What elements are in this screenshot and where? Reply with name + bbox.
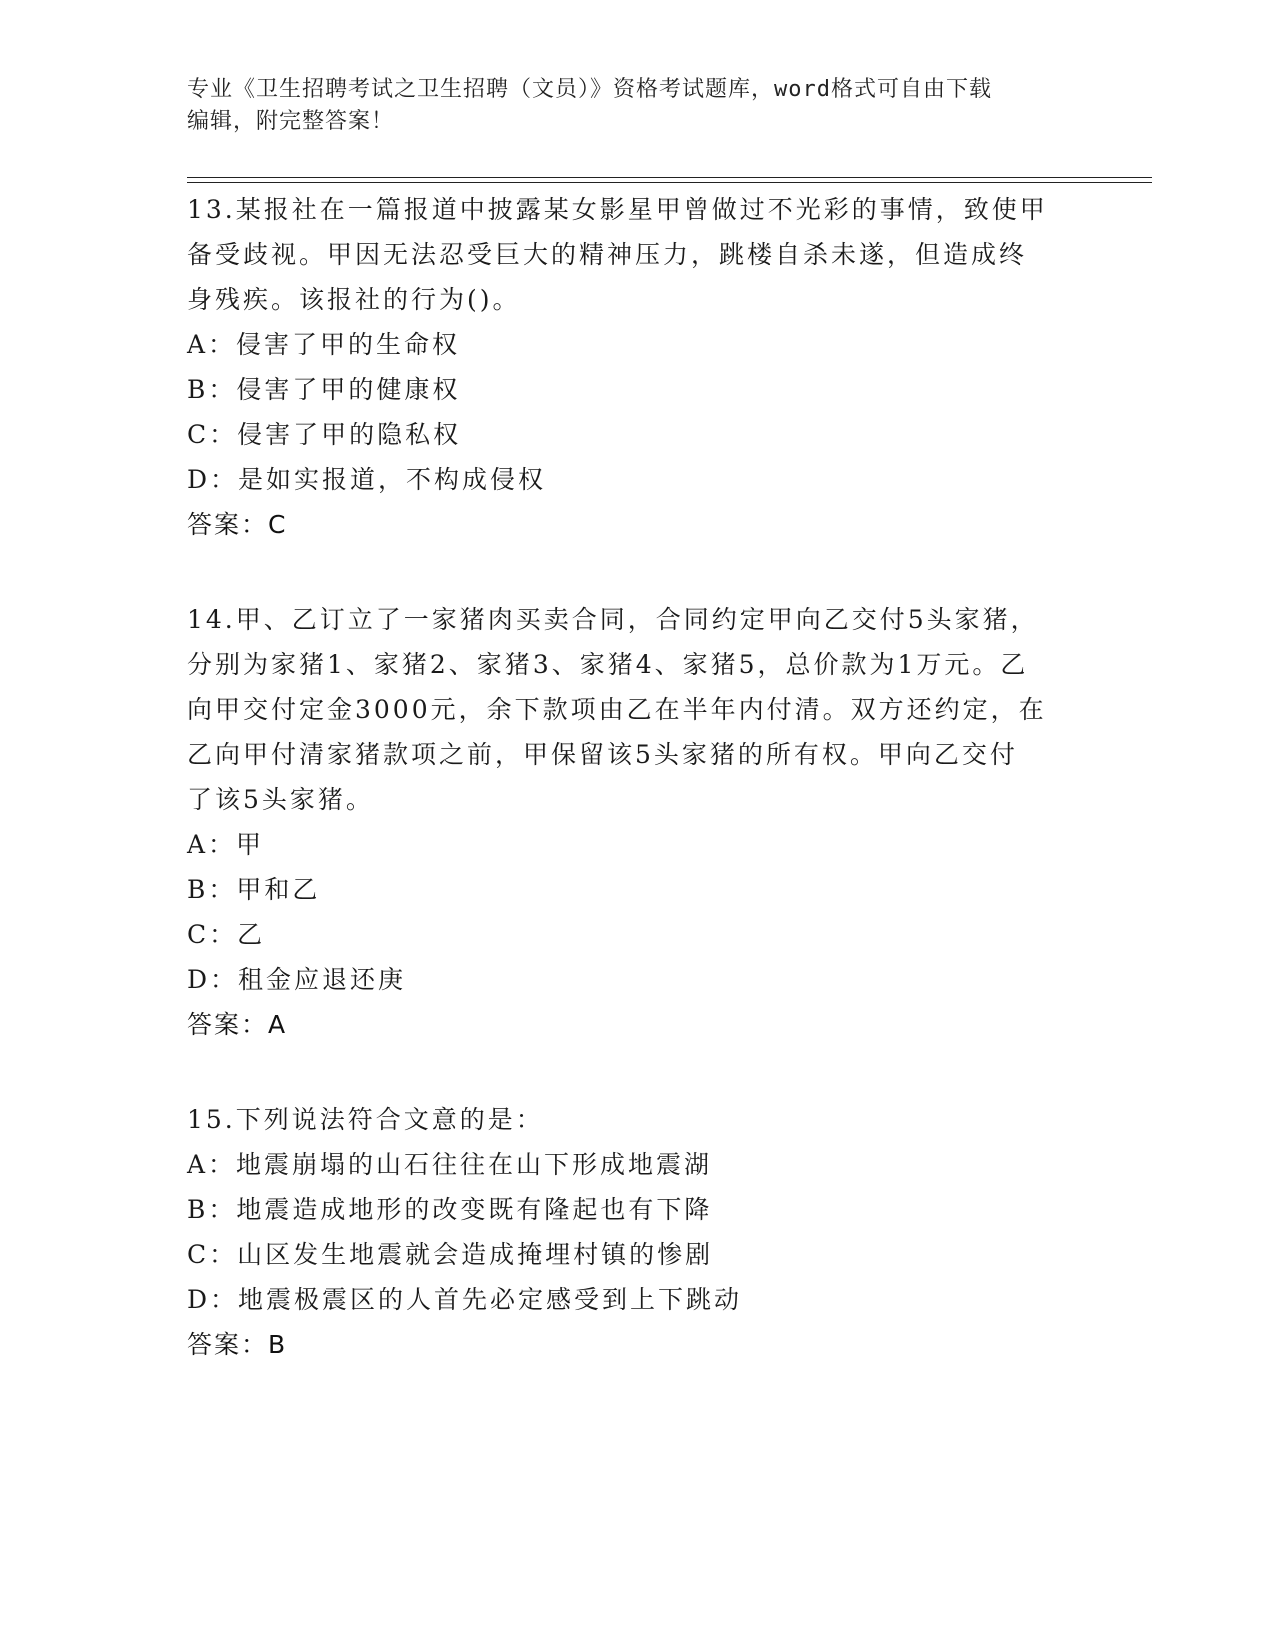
- header-divider-top: [187, 177, 1152, 178]
- question-14: [187, 597, 1087, 1047]
- option-c: C：山区发生地震就会造成掩埋村镇的惨剧: [187, 1240, 714, 1269]
- header-divider-bottom: [187, 182, 1152, 183]
- question-13: [187, 187, 1087, 547]
- question-stem-line: 了该5头家猪。: [187, 785, 374, 814]
- option-b: B：地震造成地形的改变既有隆起也有下降: [187, 1195, 713, 1224]
- option-d: D：地震极震区的人首先必定感受到上下跳动: [187, 1285, 743, 1314]
- header-line-1: 专业《卫生招聘考试之卫生招聘（文员）》资格考试题库，word格式可自由下载: [187, 77, 992, 102]
- header-line-2: 编辑，附完整答案！: [187, 109, 395, 134]
- answer-line: 答案：B: [187, 1330, 288, 1359]
- answer-line: 答案：C: [187, 510, 288, 539]
- option-c: C：侵害了甲的隐私权: [187, 420, 462, 449]
- question-stem-line: 分别为家猪1、家猪2、家猪3、家猪4、家猪5，总价款为1万元。乙: [187, 650, 1029, 679]
- question-stem-line: 15.下列说法符合文意的是：: [187, 1105, 544, 1134]
- question-stem-line: 13.某报社在一篇报道中披露某女影星甲曾做过不光彩的事情，致使甲: [187, 195, 1048, 224]
- question-stem-line: 备受歧视。甲因无法忍受巨大的精神压力，跳楼自杀未遂，但造成终: [187, 240, 1028, 269]
- option-d: D：是如实报道，不构成侵权: [187, 465, 547, 494]
- option-b: B：侵害了甲的健康权: [187, 375, 461, 404]
- option-d: D：租金应退还庚: [187, 965, 407, 994]
- question-15: [187, 1097, 1087, 1367]
- question-stem-line: 向甲交付定金3000元，余下款项由乙在半年内付清。双方还约定，在: [187, 695, 1047, 724]
- question-stem-line: 14.甲、乙订立了一家猪肉买卖合同，合同约定甲向乙交付5头家猪，: [187, 605, 1039, 634]
- option-a: A：侵害了甲的生命权: [187, 330, 461, 359]
- option-a: A：甲: [187, 830, 265, 859]
- question-stem-line: 乙向甲付清家猪款项之前，甲保留该5头家猪的所有权。甲向乙交付: [187, 740, 1018, 769]
- answer-line: 答案：A: [187, 1010, 288, 1039]
- option-b: B：甲和乙: [187, 875, 321, 904]
- option-a: A：地震崩塌的山石往往在山下形成地震湖: [187, 1150, 713, 1179]
- document-header: [187, 74, 1067, 138]
- option-c: C：乙: [187, 920, 266, 949]
- question-stem-line: 身残疾。该报社的行为()。: [187, 285, 521, 314]
